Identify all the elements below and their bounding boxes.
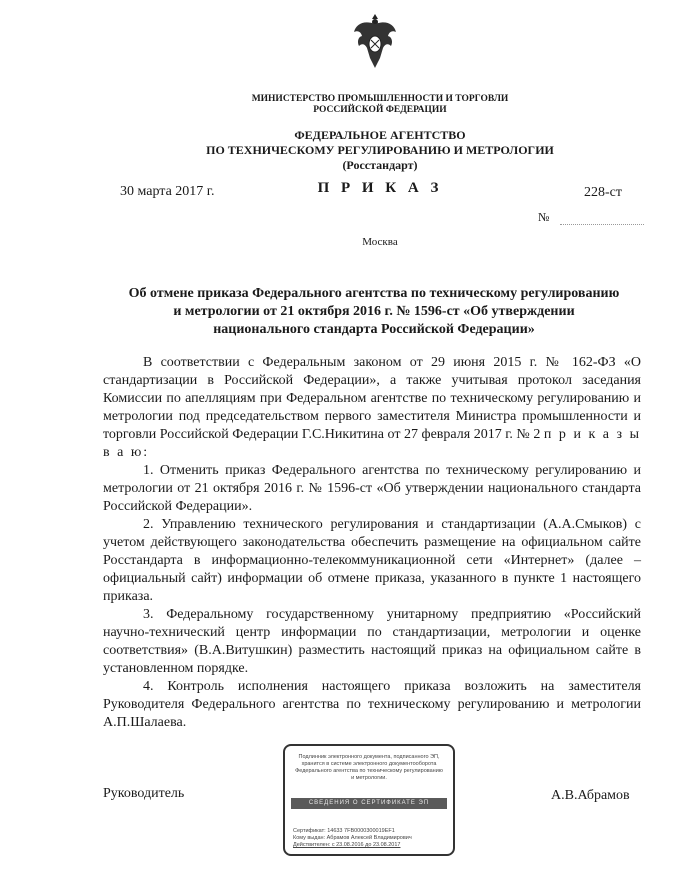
intro-text: В соответствии с Федеральным законом от 29 июня 2015 г. № 162-ФЗ «О стандартизации в Российской Федерации», а также учитывая протокол заседания Комиссии по апелляциям при Федеральном агентстве по техническому регулированию и метрологии под председательством первого заместителя Министра промышленности и торговли Российской Федерации Г.С.Никитина от 27 февраля 2017 г. № 2 <box>103 355 641 442</box>
electronic-signature-stamp <box>283 744 455 856</box>
stamp-text: Подлинник электронного документа, подписанного ЭП, хранится в системе электронного документооборота Федерального агентства по техническому регулированию и метрологии. <box>295 754 443 781</box>
agency-line-2: ПО ТЕХНИЧЕСКОМУ РЕГУЛИРОВАНИЮ И МЕТРОЛОГИИ <box>206 143 554 157</box>
stamp-issued-to: Кому выдан: Абрамов Алексей Владимирович <box>293 835 412 841</box>
item-4: 4. Контроль исполнения настоящего приказа возложить на заместителя Руководителя Федерального агентства по техническому регулированию и метрологии А.П.Шалаева. <box>103 679 641 730</box>
item-3: 3. Федеральному государственному унитарному предприятию «Российский научно-технический центр информации по стандартизации, метрологии и оценке соответствия» (В.А.Витушкин) разместить настоящий приказ на официальном сайте в установленном порядке. <box>103 607 641 676</box>
signer-name: А.В.Абрамов <box>551 788 630 803</box>
order-word: п р и к а з ы в а ю: <box>103 427 642 460</box>
stamp-certificate: Сертификат: 14633 7FB0000300019EF1 <box>293 828 395 834</box>
coat-of-arms-emblem <box>350 10 400 72</box>
intro-paragraph <box>103 354 641 462</box>
order-body <box>103 354 641 732</box>
order-date: 30 марта 2017 г. <box>120 184 215 199</box>
item-1: 1. Отменить приказ Федерального агентства по техническому регулированию и метрологии от 21 октября 2016 г. № 1596-ст «Об утверждении национального стандарта Российской Федерации». <box>103 463 641 514</box>
ministry-line-1: МИНИСТЕРСТВО ПРОМЫШЛЕННОСТИ И ТОРГОВЛИ <box>251 94 509 104</box>
order-number: 228-ст <box>584 185 622 200</box>
order-title: П Р И К А З <box>317 180 443 196</box>
agency-line-1: ФЕДЕРАЛЬНОЕ АГЕНТСТВО <box>294 128 466 142</box>
subject-line-3: национального стандарта Российской Федерации» <box>213 322 535 337</box>
signer-position: Руководитель <box>103 786 185 801</box>
number-underline <box>560 224 644 225</box>
item-2: 2. Управлению технического регулирования и стандартизации (А.А.Смыков) с учетом действующего законодательства обеспечить размещение на официальном сайте Росстандарта в информационно-телекоммуникационной сети «Интернет» (далее – официальный сайт) информации об отмене приказа, указанного в пункте 1 настоящего приказа. <box>103 517 641 604</box>
agency-line-3: (Росстандарт) <box>342 158 418 172</box>
city: Москва <box>362 236 398 248</box>
stamp-valid: Действителен: с 23.08.2016 до 23.08.2017 <box>293 842 401 848</box>
ministry-header <box>160 94 600 116</box>
number-sign: № <box>538 210 550 224</box>
stamp-certificate-header: СВЕДЕНИЯ О СЕРТИФИКАТЕ ЭП <box>291 798 447 809</box>
ministry-line-2: РОССИЙСКОЙ ФЕДЕРАЦИИ <box>313 105 447 115</box>
subject-line-1: Об отмене приказа Федерального агентства по техническому регулированию <box>128 286 620 301</box>
subject-line-2: и метрологии от 21 октября 2016 г. № 1596-ст «Об утверждении <box>173 304 575 319</box>
order-subject <box>96 285 652 339</box>
agency-header <box>140 128 620 173</box>
